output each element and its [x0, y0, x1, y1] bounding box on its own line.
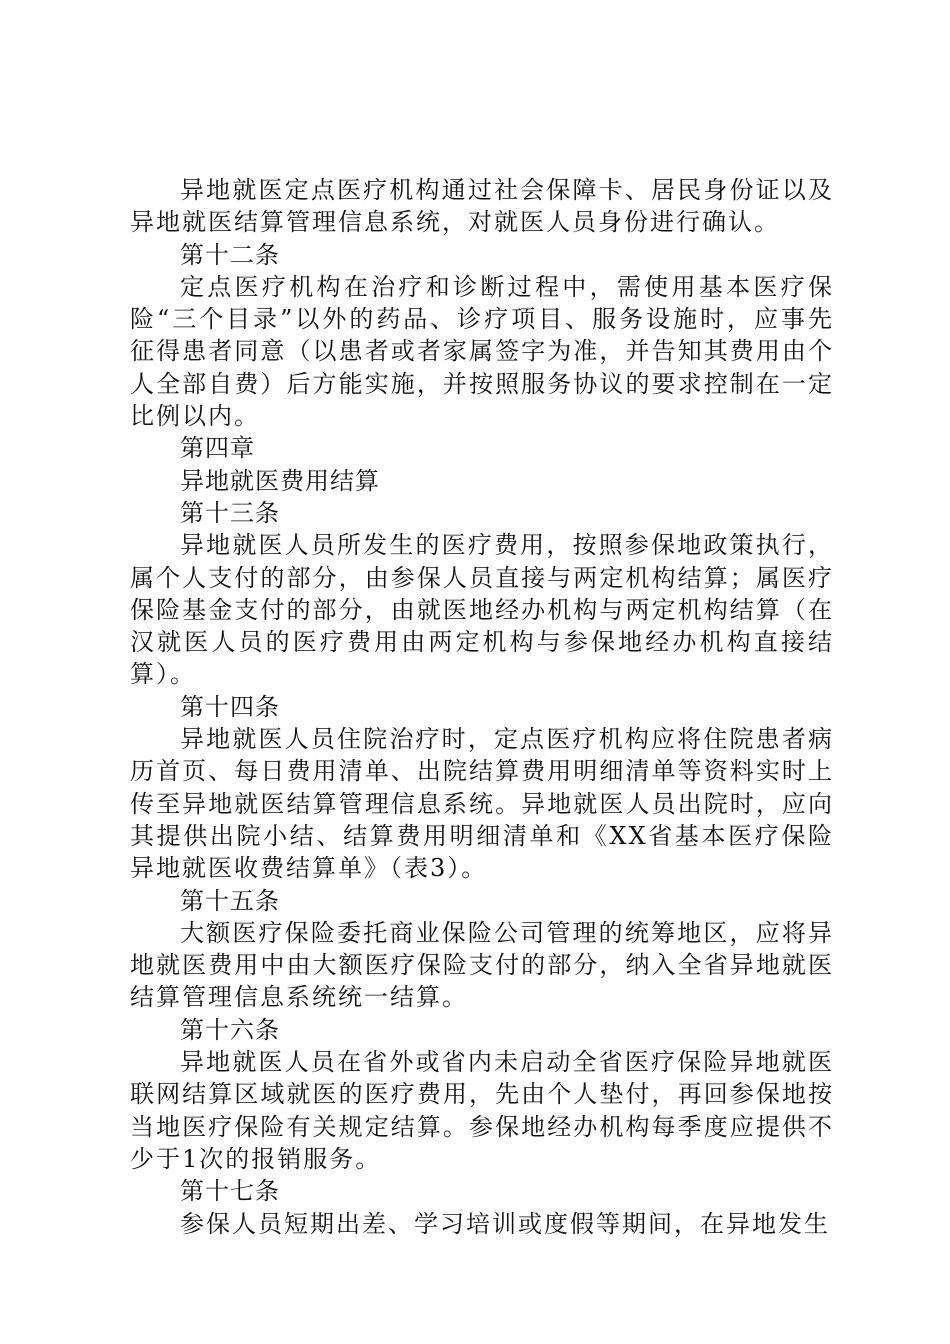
document-body — [130, 174, 834, 1240]
article-heading-12: 第十二条 — [180, 240, 280, 269]
article-heading-13: 第十三条 — [180, 498, 280, 527]
paragraph-article-15: 大额医疗保险委托商业保险公司管理的统筹地区，应将异地就医费用中由大额医疗保险支付的部分，纳入全省异地就医结算管理信息系统统一结算。 — [130, 918, 834, 1012]
article-heading-14: 第十四条 — [180, 692, 280, 721]
paragraph-article-13: 异地就医人员所发生的医疗费用，按照参保地政策执行，属个人支付的部分，由参保人员直接与两定机构结算；属医疗保险基金支付的部分，由就医地经办机构与两定机构结算（在汉就医人员的医疗费用由两定机构与参保地经办机构直接结算）。 — [130, 531, 834, 689]
chapter-title: 异地就医费用结算 — [180, 466, 380, 495]
paragraph-article-12: 定点医疗机构在治疗和诊断过程中，需使用基本医疗保险“三个目录”以外的药品、诊疗项目、服务设施时，应事先征得患者同意（以患者或者家属签字为准，并告知其费用由个人全部自费）后方能实施，并按照服务协议的要求控制在一定比例以内。 — [130, 272, 834, 431]
paragraph-identity-confirmation: 异地就医定点医疗机构通过社会保障卡、居民身份证以及异地就医结算管理信息系统，对就医人员身份进行确认。 — [130, 176, 834, 237]
paragraph-article-14: 异地就医人员住院治疗时，定点医疗机构应将住院患者病历首页、每日费用清单、出院结算费用明细清单等资料实时上传至异地就医结算管理信息系统。异地就医人员出院时，应向其提供出院小结、结算费用明细清单和《XX省基本医疗保险异地就医收费结算单》（表3）。 — [130, 725, 834, 883]
article-heading-16: 第十六条 — [180, 1015, 280, 1044]
paragraph-article-17: 参保人员短期出差、学习培训或度假等期间，在异地发生 — [180, 1209, 830, 1238]
paragraph-article-16: 异地就医人员在省外或省内未启动全省医疗保险异地就医联网结算区域就医的医疗费用，先由个人垫付，再回参保地按当地医疗保险有关规定结算。参保地经办机构每季度应提供不少于1次的报销服务。 — [130, 1048, 834, 1173]
article-heading-15: 第十五条 — [180, 886, 280, 915]
chapter-heading-4: 第四章 — [180, 434, 255, 463]
article-heading-17: 第十七条 — [180, 1177, 280, 1206]
